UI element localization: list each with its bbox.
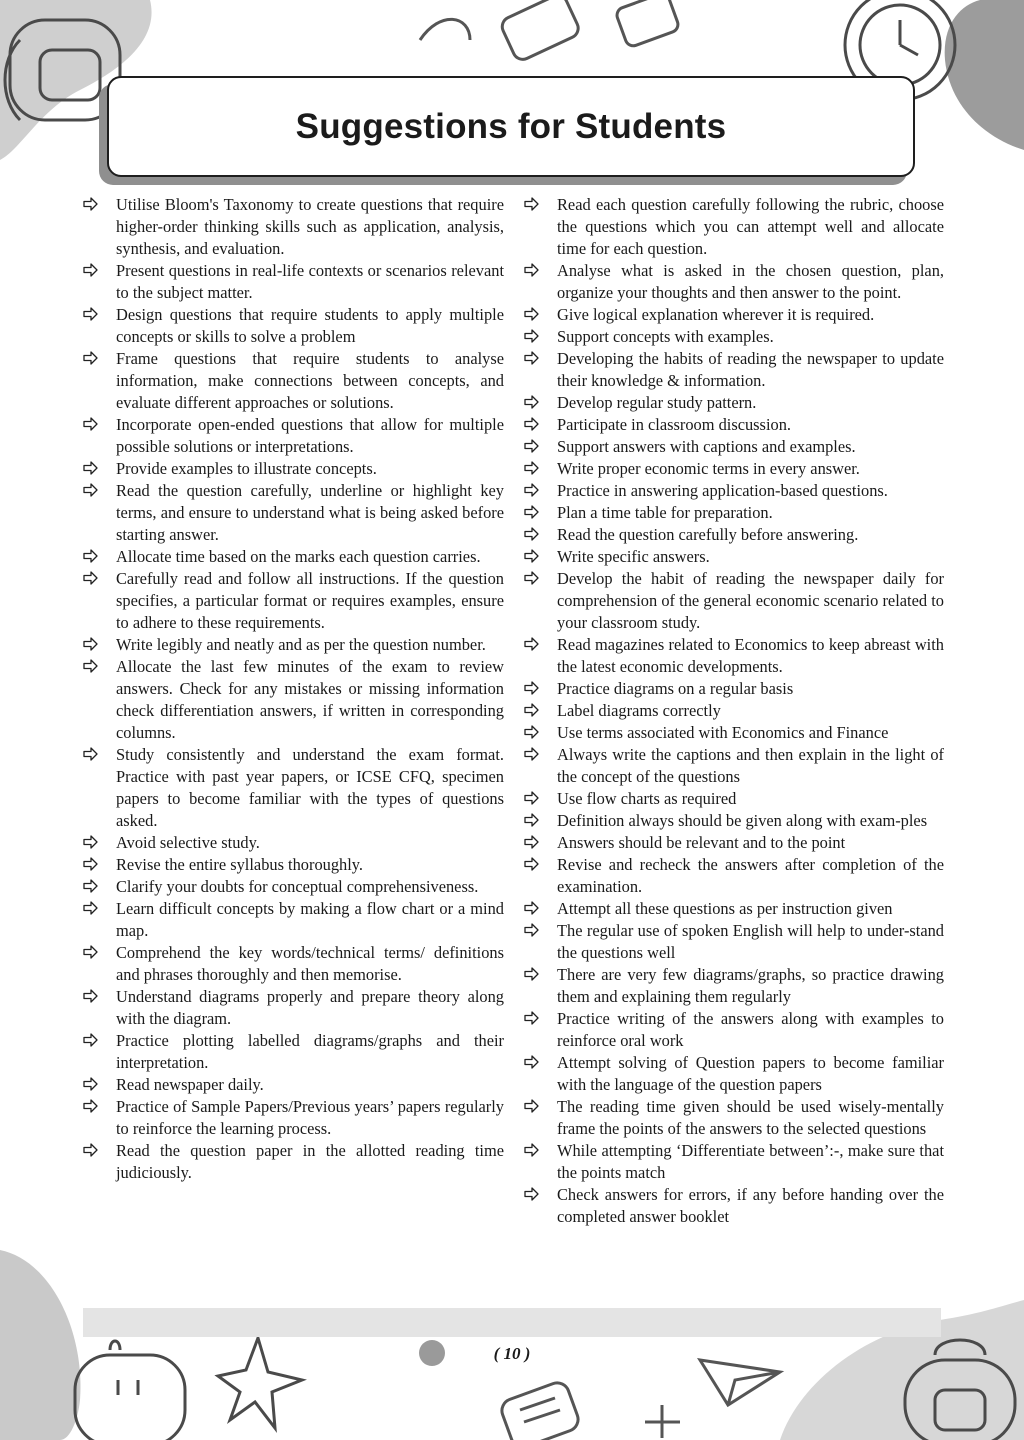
arrow-bullet-icon	[524, 725, 539, 739]
suggestion-item	[524, 810, 944, 832]
suggestion-text: Label diagrams correctly	[557, 701, 721, 720]
arrow-bullet-icon	[83, 483, 98, 497]
suggestion-item	[83, 1096, 504, 1140]
suggestion-text: Read newspaper daily.	[116, 1075, 264, 1094]
suggestion-item	[524, 348, 944, 392]
arrow-bullet-icon	[83, 901, 98, 915]
arrow-bullet-icon	[524, 923, 539, 937]
suggestion-text: Write legibly and neatly and as per the question number.	[116, 635, 486, 654]
suggestion-item	[524, 1052, 944, 1096]
suggestion-item	[83, 1074, 504, 1096]
arrow-bullet-icon	[83, 835, 98, 849]
title-box	[107, 76, 915, 177]
arrow-bullet-icon	[83, 945, 98, 959]
suggestion-item	[83, 942, 504, 986]
suggestion-item	[524, 920, 944, 964]
suggestion-item	[83, 348, 504, 414]
backpack-icon	[5, 20, 120, 120]
suggestion-item	[83, 656, 504, 744]
arrow-bullet-icon	[83, 989, 98, 1003]
suggestion-item	[83, 854, 504, 876]
suggestion-text: Allocate time based on the marks each question carries.	[116, 547, 481, 566]
left-suggestions-list	[83, 194, 504, 1184]
suggestion-item	[83, 986, 504, 1030]
suggestion-text: Revise and recheck the answers after completion of the examination.	[557, 855, 944, 896]
suggestion-item	[524, 788, 944, 810]
suggestion-text: Practice in answering application-based questions.	[557, 481, 888, 500]
suggestion-item	[524, 304, 944, 326]
suggestion-text: Frame questions that require students to analyse information, make connections between concepts, and evaluate different approaches or solutions.	[116, 349, 504, 412]
suggestion-item	[524, 700, 944, 722]
arrow-bullet-icon	[524, 549, 539, 563]
arrow-bullet-icon	[524, 703, 539, 717]
arrow-bullet-icon	[524, 307, 539, 321]
suggestion-text: Read magazines related to Economics to keep abreast with the latest economic developments.	[557, 635, 944, 676]
arrow-bullet-icon	[83, 197, 98, 211]
arrow-bullet-icon	[524, 1099, 539, 1113]
top-right-blob	[945, 0, 1024, 150]
arrow-bullet-icon	[83, 637, 98, 651]
arrow-bullet-icon	[83, 1033, 98, 1047]
arrow-bullet-icon	[524, 483, 539, 497]
suggestion-item	[524, 458, 944, 480]
suggestion-item	[524, 568, 944, 634]
suggestion-text: Analyse what is asked in the chosen question, plan, organize your thoughts and then answer to the point.	[557, 261, 944, 302]
suggestion-item	[524, 722, 944, 744]
suggestion-text: Attempt all these questions as per instruction given	[557, 899, 893, 918]
suggestion-text: Check answers for errors, if any before handing over the completed answer booklet	[557, 1185, 944, 1226]
arrow-bullet-icon	[83, 1099, 98, 1113]
arrow-bullet-icon	[524, 1143, 539, 1157]
suggestion-item	[524, 678, 944, 700]
suggestion-text: Support concepts with examples.	[557, 327, 774, 346]
suggestion-text: Definition always should be given along with exam-ples	[557, 811, 928, 830]
suggestion-item	[83, 1030, 504, 1074]
suggestion-text: Use flow charts as required	[557, 789, 737, 808]
suggestion-item	[83, 1140, 504, 1184]
suggestion-item	[524, 326, 944, 348]
suggestion-text: The regular use of spoken English will help to under-stand the questions well	[557, 921, 944, 962]
suggestion-item	[83, 876, 504, 898]
suggestion-item	[524, 480, 944, 502]
arrow-bullet-icon	[83, 1077, 98, 1091]
suggestion-text: Avoid selective study.	[116, 833, 260, 852]
arrow-bullet-icon	[83, 351, 98, 365]
suggestion-text: Carefully read and follow all instructions. If the question specifies, a particular format or requires examples, ensure to adhere to these requirements.	[116, 569, 504, 632]
arrow-bullet-icon	[524, 1055, 539, 1069]
arrow-bullet-icon	[524, 681, 539, 695]
suggestion-text: Write specific answers.	[557, 547, 710, 566]
suggestion-item	[524, 854, 944, 898]
suggestion-text: Allocate the last few minutes of the exam to review answers. Check for any mistakes or missing information check differentiation answers, if written in corresponding columns.	[116, 657, 504, 742]
suggestion-text: Incorporate open-ended questions that allow for multiple possible solutions or interpretations.	[116, 415, 504, 456]
arrow-bullet-icon	[524, 967, 539, 981]
suggestion-item	[524, 744, 944, 788]
page-number: ( 10 )	[493, 1344, 531, 1363]
suggestion-text: Developing the habits of reading the newspaper to update their knowledge & information.	[557, 349, 944, 390]
suggestion-item	[83, 260, 504, 304]
arrow-bullet-icon	[83, 307, 98, 321]
arrow-bullet-icon	[524, 461, 539, 475]
arrow-bullet-icon	[524, 439, 539, 453]
arrow-bullet-icon	[524, 505, 539, 519]
suggestion-text: Provide examples to illustrate concepts.	[116, 459, 377, 478]
plus-doodle	[645, 1405, 680, 1438]
suggestion-text: Present questions in real-life contexts or scenarios relevant to the subject matter.	[116, 261, 504, 302]
book-icon	[420, 0, 680, 63]
suggestion-item	[524, 436, 944, 458]
suggestion-text: Practice diagrams on a regular basis	[557, 679, 794, 698]
arrow-bullet-icon	[83, 857, 98, 871]
suggestion-item	[83, 898, 504, 942]
right-suggestions-list	[524, 194, 944, 1228]
suggestion-text: Learn difficult concepts by making a flow chart or a mind map.	[116, 899, 504, 940]
suggestion-item	[524, 524, 944, 546]
suggestion-text: Comprehend the key words/technical terms/ definitions and phrases thoroughly and then memorise.	[116, 943, 504, 984]
arrow-bullet-icon	[524, 813, 539, 827]
suggestion-item	[83, 194, 504, 260]
arrow-bullet-icon	[83, 747, 98, 761]
suggestion-text: Write proper economic terms in every answer.	[557, 459, 860, 478]
suggestion-item	[524, 194, 944, 260]
suggestion-item	[524, 832, 944, 854]
suggestion-item	[524, 546, 944, 568]
arrow-bullet-icon	[524, 351, 539, 365]
note-doodle	[499, 1380, 582, 1440]
arrow-bullet-icon	[524, 747, 539, 761]
suggestion-text: The reading time given should be used wisely-mentally frame the points of the answers to the selected questions	[557, 1097, 944, 1138]
arrow-bullet-icon	[83, 549, 98, 563]
arrow-bullet-icon	[83, 659, 98, 673]
arrow-bullet-icon	[524, 263, 539, 277]
arrow-bullet-icon	[524, 527, 539, 541]
suggestion-text: Read the question carefully, underline or highlight key terms, and ensure to understand what is being asked before starting answer.	[116, 481, 504, 544]
suggestion-text: Clarify your doubts for conceptual comprehensiveness.	[116, 877, 479, 896]
suggestion-text: Practice of Sample Papers/Previous years’ papers regularly to reinforce the learning process.	[116, 1097, 504, 1138]
suggestion-item	[524, 392, 944, 414]
suggestion-text: Develop regular study pattern.	[557, 393, 757, 412]
suggestion-item	[524, 1096, 944, 1140]
suggestion-item	[83, 304, 504, 348]
suggestion-text: Read the question carefully before answering.	[557, 525, 859, 544]
suggestion-text: Read the question paper in the allotted reading time judiciously.	[116, 1141, 504, 1182]
suggestion-text: Plan a time table for preparation.	[557, 503, 773, 522]
suggestion-text: Practice writing of the answers along with examples to reinforce oral work	[557, 1009, 944, 1050]
arrow-bullet-icon	[524, 1011, 539, 1025]
arrow-bullet-icon	[524, 417, 539, 431]
arrow-bullet-icon	[83, 263, 98, 277]
arrow-bullet-icon	[83, 1143, 98, 1157]
suggestion-item	[524, 898, 944, 920]
suggestion-item	[524, 414, 944, 436]
suggestion-item	[83, 634, 504, 656]
suggestion-text: Understand diagrams properly and prepare theory along with the diagram.	[116, 987, 504, 1028]
arrow-bullet-icon	[83, 417, 98, 431]
suggestion-text: Read each question carefully following the rubric, choose the questions which you can attempt well and allocate time for each question.	[557, 195, 944, 258]
suggestion-item	[83, 458, 504, 480]
suggestion-item	[83, 568, 504, 634]
suggestion-item	[83, 744, 504, 832]
arrow-bullet-icon	[524, 857, 539, 871]
suggestion-text: Practice plotting labelled diagrams/graphs and their interpretation.	[116, 1031, 504, 1072]
suggestion-item	[83, 480, 504, 546]
suggestion-text: Answers should be relevant and to the point	[557, 833, 846, 852]
arrow-bullet-icon	[524, 637, 539, 651]
suggestion-item	[83, 414, 504, 458]
arrow-bullet-icon	[524, 395, 539, 409]
arrow-bullet-icon	[524, 791, 539, 805]
arrow-bullet-icon	[524, 571, 539, 585]
suggestion-text: Develop the habit of reading the newspaper daily for comprehension of the general economic scenario related to your classroom study.	[557, 569, 944, 632]
suggestion-text: Always write the captions and then explain in the light of the concept of the questions	[557, 745, 944, 786]
arrow-bullet-icon	[524, 1187, 539, 1201]
suggestion-text: Study consistently and understand the exam format. Practice with past year papers, or ICSE CFQ, specimen papers to become familiar with the types of questions asked.	[116, 745, 504, 830]
arrow-bullet-icon	[524, 329, 539, 343]
suggestion-text: Participate in classroom discussion.	[557, 415, 791, 434]
suggestion-item	[83, 832, 504, 854]
arrow-bullet-icon	[83, 879, 98, 893]
arrow-bullet-icon	[524, 835, 539, 849]
arrow-bullet-icon	[524, 901, 539, 915]
arrow-bullet-icon	[83, 461, 98, 475]
arrow-bullet-icon	[524, 197, 539, 211]
suggestion-text: Revise the entire syllabus thoroughly.	[116, 855, 364, 874]
arrow-bullet-icon	[83, 571, 98, 585]
suggestion-text: While attempting ‘Differentiate between’:-, make sure that the points match	[557, 1141, 944, 1182]
suggestion-text: Use terms associated with Economics and Finance	[557, 723, 889, 742]
suggestion-text: Design questions that require students to apply multiple concepts or skills to solve a problem	[116, 305, 504, 346]
suggestion-item	[524, 260, 944, 304]
suggestion-text: Attempt solving of Question papers to become familiar with the language of the question papers	[557, 1053, 944, 1094]
suggestion-item	[524, 1184, 944, 1228]
suggestion-item	[524, 634, 944, 678]
suggestion-text: Utilise Bloom's Taxonomy to create questions that require higher-order thinking skills such as application, analysis, synthesis, and evaluation.	[116, 195, 504, 258]
suggestion-text: Give logical explanation wherever it is required.	[557, 305, 875, 324]
paper-plane-icon	[700, 1360, 780, 1405]
suggestion-item	[524, 1140, 944, 1184]
suggestion-item	[524, 502, 944, 524]
suggestion-item	[524, 964, 944, 1008]
suggestion-text: There are very few diagrams/graphs, so practice drawing them and explaining them regularly	[557, 965, 944, 1006]
page-title: Suggestions for Students	[295, 106, 727, 146]
suggestion-item	[83, 546, 504, 568]
suggestion-item	[524, 1008, 944, 1052]
suggestion-text: Support answers with captions and examples.	[557, 437, 856, 456]
footer-bar	[83, 1308, 941, 1337]
